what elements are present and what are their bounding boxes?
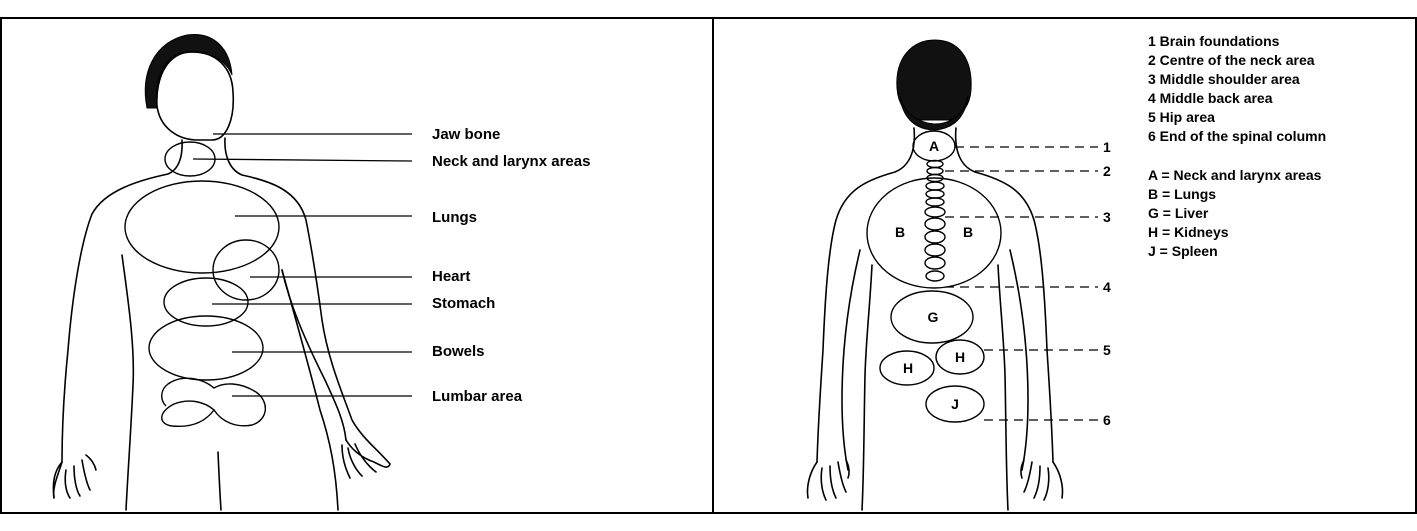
region-letter-b-left: B — [894, 224, 906, 240]
marker-3: 3 — [1103, 209, 1111, 225]
lumbar-zone — [162, 378, 266, 426]
front-left-arm-outline — [54, 140, 183, 498]
vertebra — [926, 271, 944, 281]
region-letter-a: A — [928, 138, 940, 154]
front-hair-shape — [145, 34, 232, 108]
legend-number-item: 3 Middle shoulder area — [1148, 71, 1300, 87]
marker-5: 5 — [1103, 342, 1111, 358]
label-bowels: Bowels — [432, 343, 485, 360]
heart-zone — [213, 240, 279, 300]
back-body-figure — [807, 40, 1062, 510]
back-right-hand — [1021, 460, 1063, 500]
back-number-markers — [1103, 139, 1111, 428]
legend-letter-item: J = Spleen — [1148, 243, 1218, 259]
legend-letter-item: G = Liver — [1148, 205, 1209, 221]
back-left-inner-arm — [842, 250, 860, 470]
label-lumbar: Lumbar area — [432, 388, 523, 405]
legend-number-item: 4 Middle back area — [1148, 90, 1273, 106]
vertebra — [925, 231, 945, 243]
back-dashed-leaders — [945, 147, 1098, 420]
back-right-arm-outline — [956, 128, 1053, 462]
back-head-hair — [897, 40, 971, 120]
label-lungs: Lungs — [432, 209, 477, 226]
marker-6: 6 — [1103, 412, 1111, 428]
front-left-hand — [53, 455, 96, 498]
back-left-hand — [807, 460, 849, 500]
legend-number-item: 1 Brain foundations — [1148, 33, 1280, 49]
vertebra — [925, 207, 945, 217]
marker-1: 1 — [1103, 139, 1111, 155]
vertebra — [926, 182, 944, 190]
front-leg-divider — [218, 452, 221, 510]
back-left-arm-outline — [817, 128, 914, 462]
stomach-zone — [164, 278, 248, 326]
marker-2: 2 — [1103, 163, 1111, 179]
legend — [1148, 33, 1326, 259]
legend-number-item: 5 Hip area — [1148, 109, 1215, 125]
legend-number-item: 6 End of the spinal column — [1148, 128, 1327, 144]
leader-neck — [193, 159, 412, 161]
back-left-torso-outline — [862, 265, 872, 510]
region-letter-b-right: B — [962, 224, 974, 240]
vertebra — [925, 244, 945, 256]
vertebra — [925, 218, 945, 230]
front-right-hand — [342, 440, 390, 478]
marker-4: 4 — [1103, 279, 1111, 295]
vertebra — [926, 198, 944, 206]
lungs-zone — [125, 181, 279, 273]
region-letter-j: J — [951, 396, 959, 412]
front-face-outline — [157, 52, 233, 140]
label-neck-larynx: Neck and larynx areas — [432, 153, 591, 170]
legend-letter-item: H = Kidneys — [1148, 224, 1229, 240]
region-letter-h-right: H — [954, 349, 966, 365]
region-letter-h-left: H — [902, 360, 914, 376]
legend-letter-item: A = Neck and larynx areas — [1148, 167, 1322, 183]
front-leader-lines — [193, 134, 412, 396]
vertebra — [925, 257, 945, 269]
back-right-torso-outline — [998, 265, 1008, 510]
label-jaw-bone: Jaw bone — [432, 126, 501, 143]
front-panel-frame — [1, 18, 713, 513]
vertebra — [926, 190, 944, 198]
region-letter-g: G — [927, 309, 939, 325]
front-labels — [432, 126, 590, 405]
vertebra — [927, 168, 943, 175]
front-organ-zones — [125, 142, 279, 426]
legend-letter-item: B = Lungs — [1148, 186, 1217, 202]
back-right-inner-arm — [1010, 250, 1028, 470]
front-right-inner-arm — [282, 270, 346, 440]
label-stomach: Stomach — [432, 295, 496, 312]
front-right-arm-outline — [225, 138, 390, 464]
label-heart: Heart — [432, 268, 471, 285]
front-left-torso-outline — [122, 255, 133, 510]
legend-number-item: 2 Centre of the neck area — [1148, 52, 1315, 68]
